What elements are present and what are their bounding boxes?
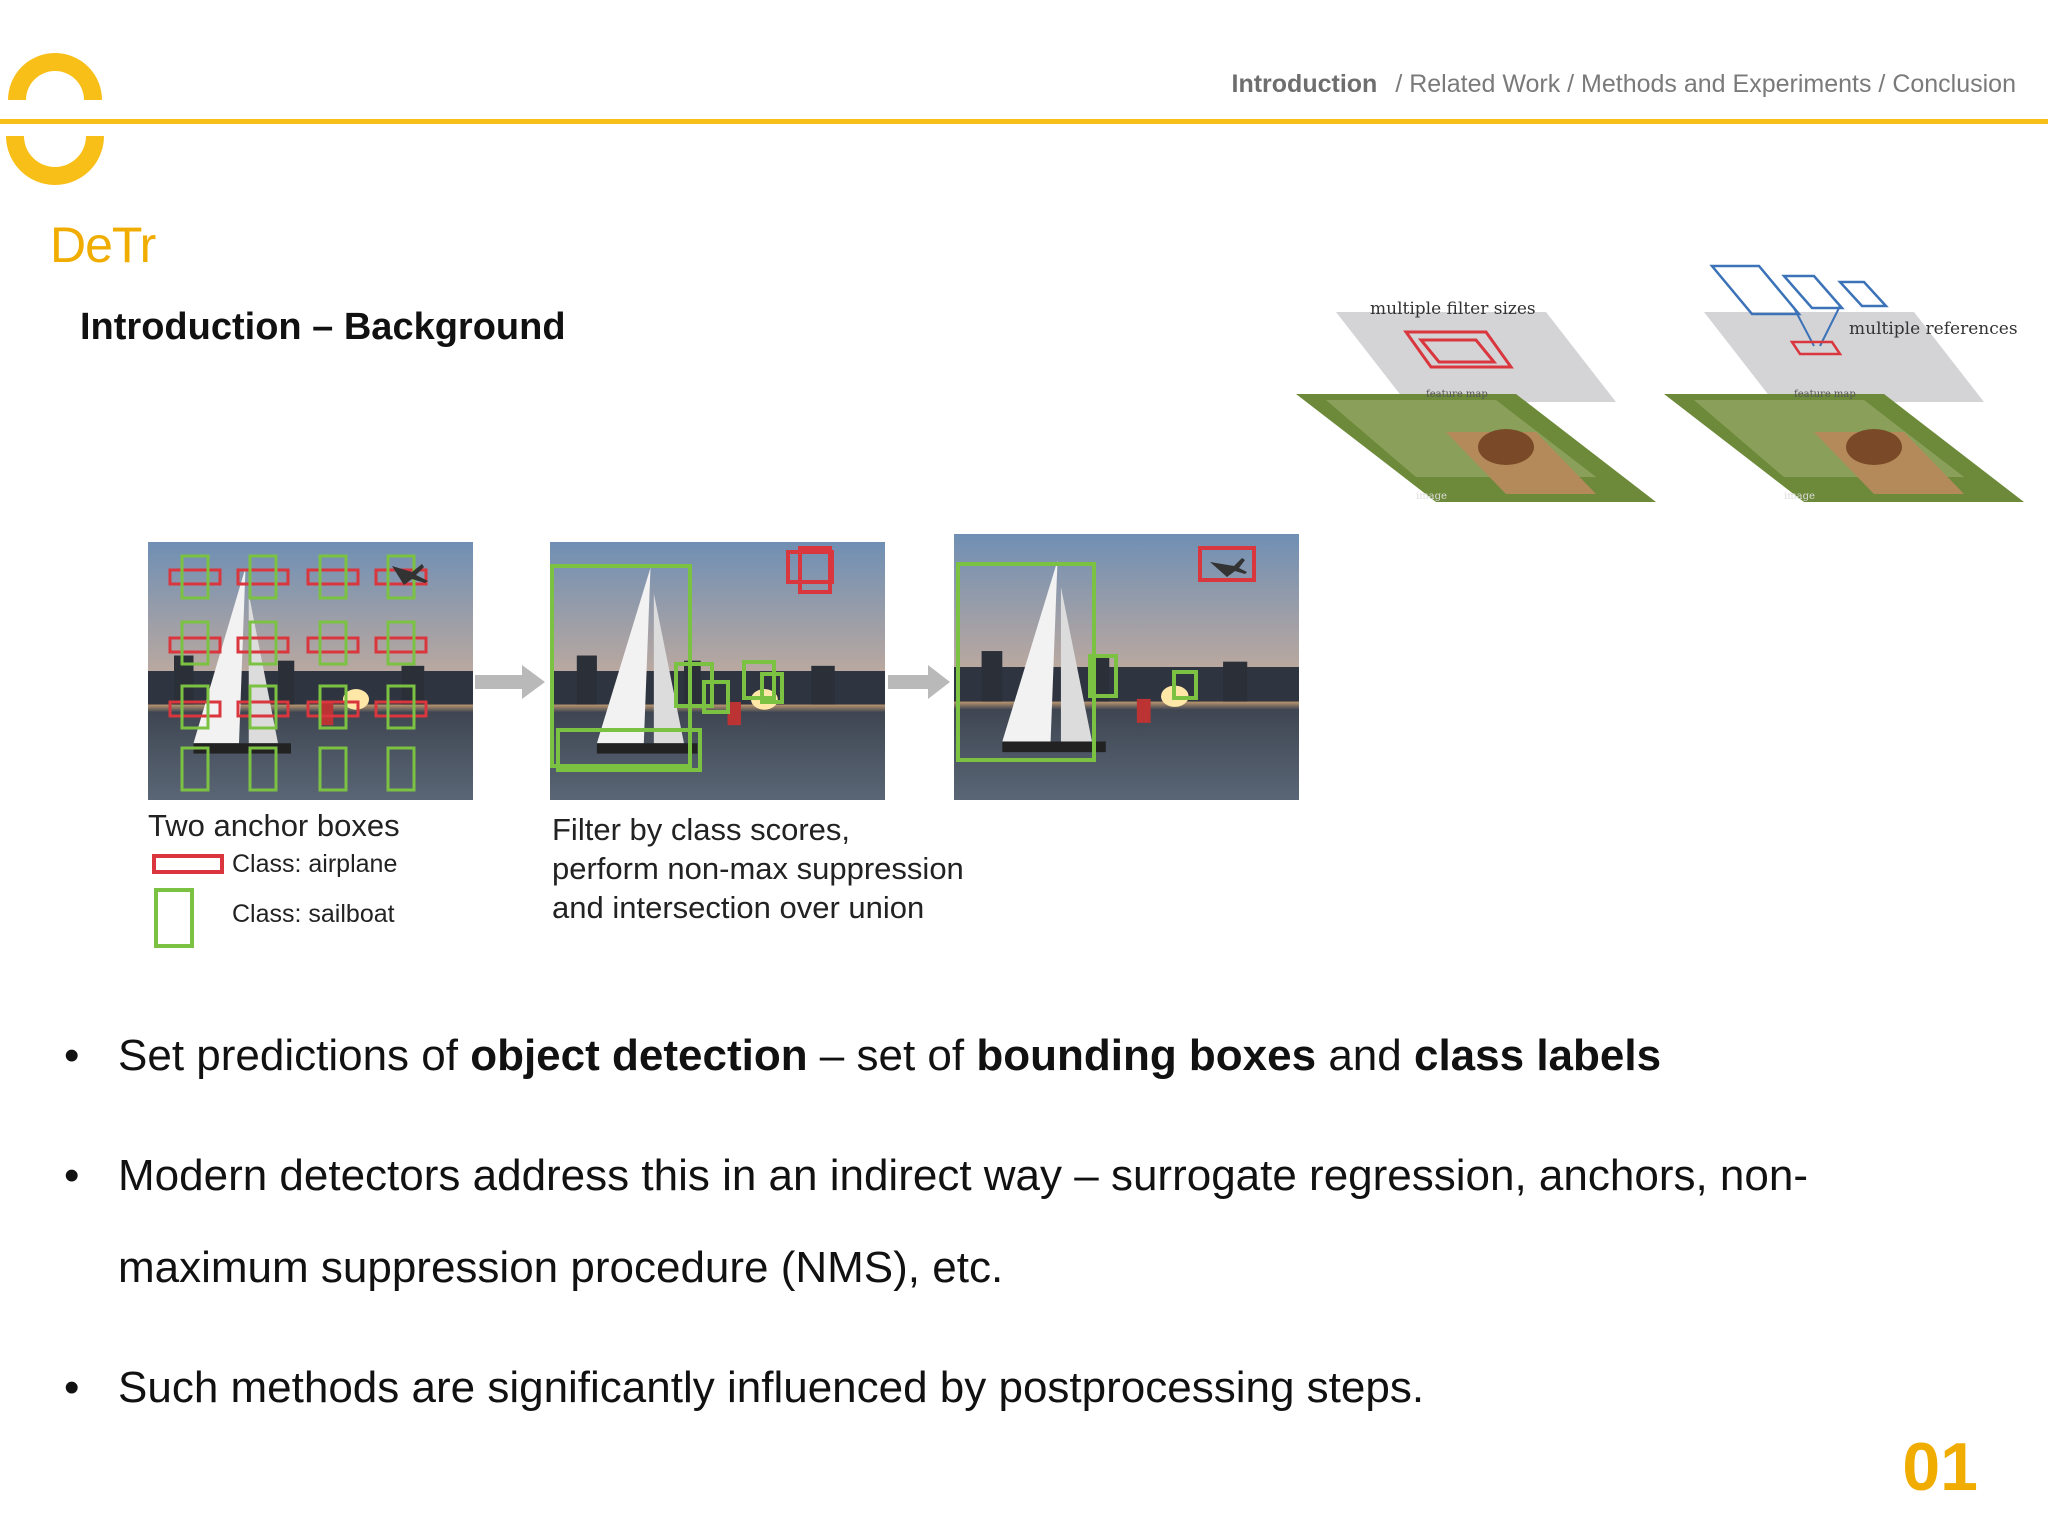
pyramid-right-label: multiple references	[1849, 319, 2018, 339]
caption-filter-line-3: and intersection over union	[552, 890, 925, 925]
pyramid-right-feature: feature map	[1794, 389, 1856, 400]
caption-anchor-boxes: Two anchor boxes	[148, 808, 400, 843]
filtered-boxes-image	[550, 542, 885, 800]
legend-sailboat-swatch	[156, 890, 192, 946]
brand-title: DeTr	[50, 217, 156, 273]
bullet-list	[64, 1010, 1964, 1434]
legend-airplane-label: Class: airplane	[232, 850, 398, 878]
anchor-nms-figure	[140, 520, 1300, 960]
caption-filter-line-2: perform non-max suppression	[552, 851, 964, 886]
bullet-item: • Such methods are significantly influenced by postprocessing steps.	[64, 1342, 1964, 1434]
nav-other-sections[interactable]: / Related Work / Methods and Experiments / Conclusion	[1395, 70, 2016, 98]
final-detections-image	[954, 534, 1299, 800]
bullet-item: • Set predictions of object detection – set of bounding boxes and class labels	[64, 1010, 1964, 1102]
legend-airplane-swatch	[154, 856, 222, 872]
pyramid-left-label: multiple filter sizes	[1370, 299, 1536, 319]
header-rule	[0, 119, 2048, 124]
page-number: 01	[1902, 1429, 1978, 1505]
bullet-item: • Modern detectors address this in an indirect way – surrogate regression, anchors, non- maximum suppression procedure (NMS), etc.	[64, 1130, 1964, 1314]
slide-subtitle: Introduction – Background	[80, 306, 566, 348]
pyramid-figure-multiple-references	[1664, 262, 2024, 517]
nav-current-section[interactable]: Introduction	[1231, 70, 1378, 98]
bullet-dot-icon: •	[64, 1151, 80, 1200]
legend-sailboat-label: Class: sailboat	[232, 900, 395, 928]
caption-filter-line-1: Filter by class scores,	[552, 812, 851, 847]
section-breadcrumb	[1232, 70, 2016, 99]
bullet-dot-icon: •	[64, 1031, 80, 1080]
anchor-boxes-image	[148, 542, 473, 800]
pyramid-figure-filter-sizes	[1296, 262, 1656, 517]
pyramid-left-image: image	[1416, 491, 1447, 502]
pyramid-right-image: image	[1784, 491, 1815, 502]
bullet-dot-icon: •	[64, 1363, 80, 1412]
pyramid-left-feature: feature map	[1426, 389, 1488, 400]
